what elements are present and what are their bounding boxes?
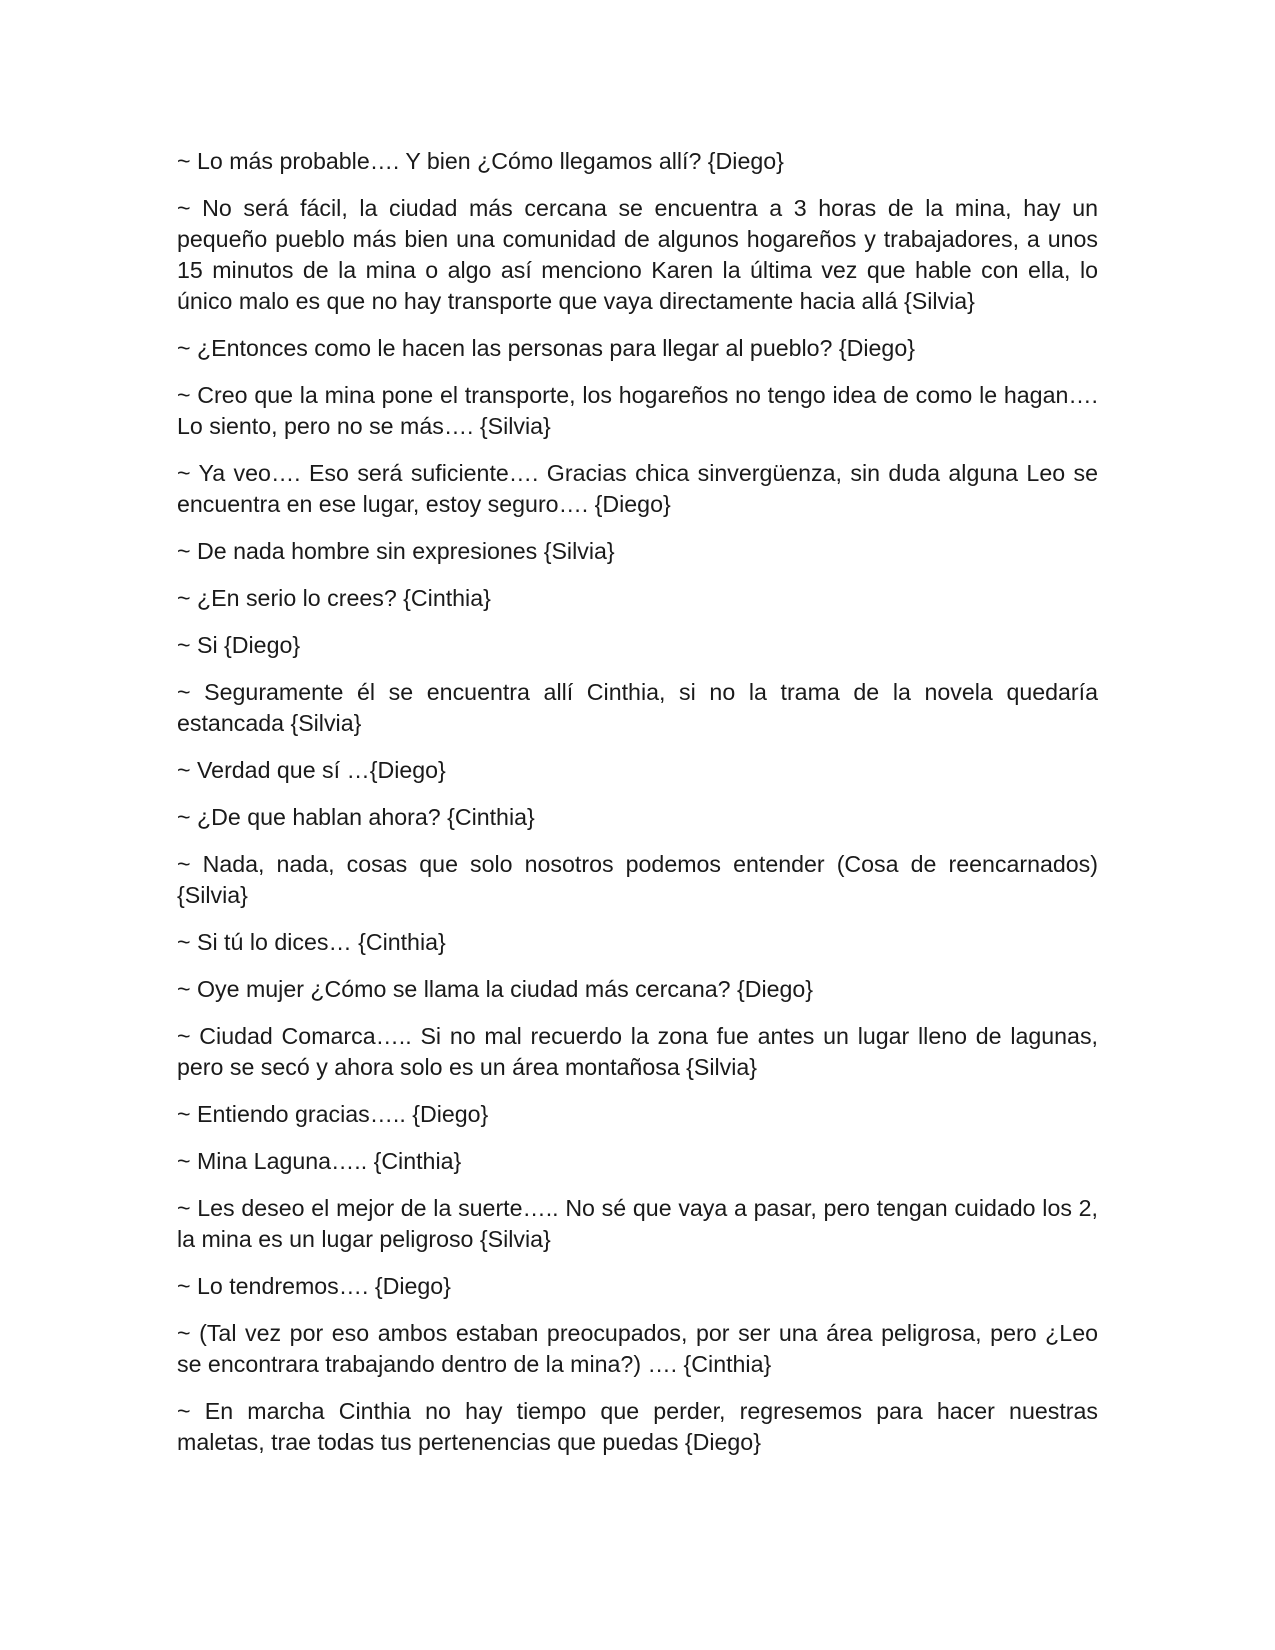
dialogue-paragraph: ~ No será fácil, la ciudad más cercana se encuentra a 3 horas de la mina, hay un pequeño pueblo más bien una comunidad de algunos hogareños y trabajadores, a unos 15 minutos de la mina o algo así menciono Karen la última vez que hable con ella, lo único malo es que no hay transporte que vaya directamente hacia allá {Silvia}: [177, 195, 1098, 314]
dialogue-paragraph: ~ ¿Entonces como le hacen las personas para llegar al pueblo? {Diego}: [177, 335, 915, 361]
dialogue-paragraph: ~ (Tal vez por eso ambos estaban preocupados, por ser una área peligrosa, pero ¿Leo se encontrara trabajando dentro de la mina?) …. {Cinthia}: [177, 1320, 1098, 1377]
dialogue-paragraph: ~ Creo que la mina pone el transporte, los hogareños no tengo idea de como le hagan…. Lo siento, pero no se más…. {Silvia}: [177, 382, 1098, 439]
dialogue-paragraph: ~ Si tú lo dices… {Cinthia}: [177, 929, 446, 955]
document-page: [177, 146, 1098, 1474]
dialogue-paragraph: ~ ¿De que hablan ahora? {Cinthia}: [177, 804, 535, 830]
dialogue-paragraph: ~ Entiendo gracias….. {Diego}: [177, 1101, 489, 1127]
dialogue-paragraph: ~ Oye mujer ¿Cómo se llama la ciudad más cercana? {Diego}: [177, 976, 814, 1002]
dialogue-paragraph: ~ Lo más probable…. Y bien ¿Cómo llegamos allí? {Diego}: [177, 148, 784, 174]
dialogue-paragraph: ~ Les deseo el mejor de la suerte….. No sé que vaya a pasar, pero tengan cuidado los 2, la mina es un lugar peligroso {Silvia}: [177, 1195, 1098, 1252]
dialogue-paragraph: ~ Si {Diego}: [177, 632, 301, 658]
dialogue-paragraph: ~ Mina Laguna….. {Cinthia}: [177, 1148, 462, 1174]
dialogue-paragraph: ~ Nada, nada, cosas que solo nosotros podemos entender (Cosa de reencarnados) {Silvia}: [177, 851, 1098, 908]
dialogue-paragraph: ~ Seguramente él se encuentra allí Cinthia, si no la trama de la novela quedaría estancada {Silvia}: [177, 679, 1098, 736]
dialogue-paragraph: ~ ¿En serio lo crees? {Cinthia}: [177, 585, 491, 611]
dialogue-paragraph: ~ Ya veo…. Eso será suficiente…. Gracias chica sinvergüenza, sin duda alguna Leo se encuentra en ese lugar, estoy seguro…. {Diego}: [177, 460, 1098, 517]
dialogue-paragraph: ~ Ciudad Comarca….. Si no mal recuerdo la zona fue antes un lugar lleno de lagunas, pero se secó y ahora solo es un área montañosa {Silvia}: [177, 1023, 1098, 1080]
dialogue-paragraph: ~ De nada hombre sin expresiones {Silvia}: [177, 538, 615, 564]
dialogue-paragraph: ~ Lo tendremos…. {Diego}: [177, 1273, 451, 1299]
dialogue-paragraph: ~ Verdad que sí …{Diego}: [177, 757, 446, 783]
dialogue-paragraph: ~ En marcha Cinthia no hay tiempo que perder, regresemos para hacer nuestras maletas, trae todas tus pertenencias que puedas {Diego}: [177, 1398, 1098, 1455]
